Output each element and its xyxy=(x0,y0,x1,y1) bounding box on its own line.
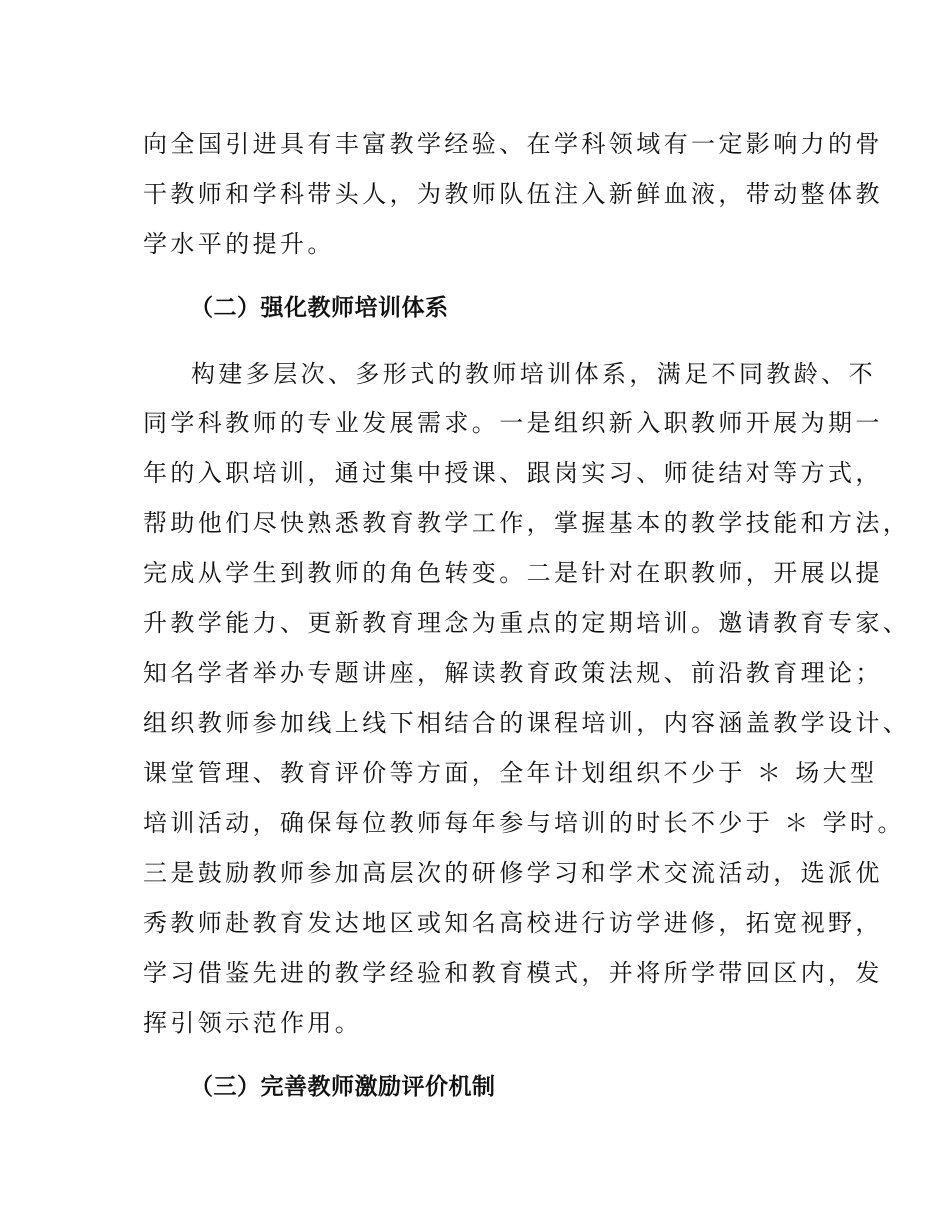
paragraph-line: 知名学者举办专题讲座，解读教育政策法规、前沿教育理论； xyxy=(143,659,883,687)
section-heading-3: （三）完善教师激励评价机制 xyxy=(190,1074,496,1100)
paragraph-line: 组织教师参加线上线下相结合的课程培训，内容涵盖教学设计、 xyxy=(143,709,911,737)
paragraph-line: 升教学能力、更新教育理念为重点的定期培训。邀请教育专家、 xyxy=(143,609,911,637)
paragraph-line: 年的入职培训，通过集中授课、跟岗实习、师徒结对等方式， xyxy=(143,459,883,487)
paragraph-line: 完成从学生到教师的角色转变。二是针对在职教师，开展以提 xyxy=(143,559,883,587)
paragraph-line: 干教师和学科带头人，为教师队伍注入新鲜血液，带动整体教 xyxy=(143,180,883,208)
paragraph-line: 向全国引进具有丰富教学经验、在学科领域有一定影响力的骨 xyxy=(143,130,883,158)
paragraph-line: 学水平的提升。 xyxy=(143,230,335,258)
paragraph-line: 学习借鉴先进的教学经验和教育模式，并将所学带回区内，发 xyxy=(143,959,883,987)
paragraph-line: 帮助他们尽快熟悉教育教学工作，掌握基本的教学技能和方法， xyxy=(143,509,911,537)
paragraph-line: 同学科教师的专业发展需求。一是组织新入职教师开展为期一 xyxy=(143,409,883,437)
paragraph-line: 三是鼓励教师参加高层次的研修学习和学术交流活动，选派优 xyxy=(143,859,883,887)
paragraph-line: 培训活动，确保每位教师每年参与培训的时长不少于 ＊ 学时。 xyxy=(143,809,905,837)
paragraph-line: 秀教师赴教育发达地区或知名高校进行访学进修，拓宽视野， xyxy=(143,909,883,937)
paragraph-line: 课堂管理、教育评价等方面，全年计划组织不少于 ＊ 场大型 xyxy=(143,759,878,787)
paragraph-line: 挥引领示范作用。 xyxy=(143,1009,363,1037)
paragraph-line: 构建多层次、多形式的教师培训体系，满足不同教龄、不 xyxy=(191,360,876,388)
section-heading-2: （二）强化教师培训体系 xyxy=(190,295,449,321)
